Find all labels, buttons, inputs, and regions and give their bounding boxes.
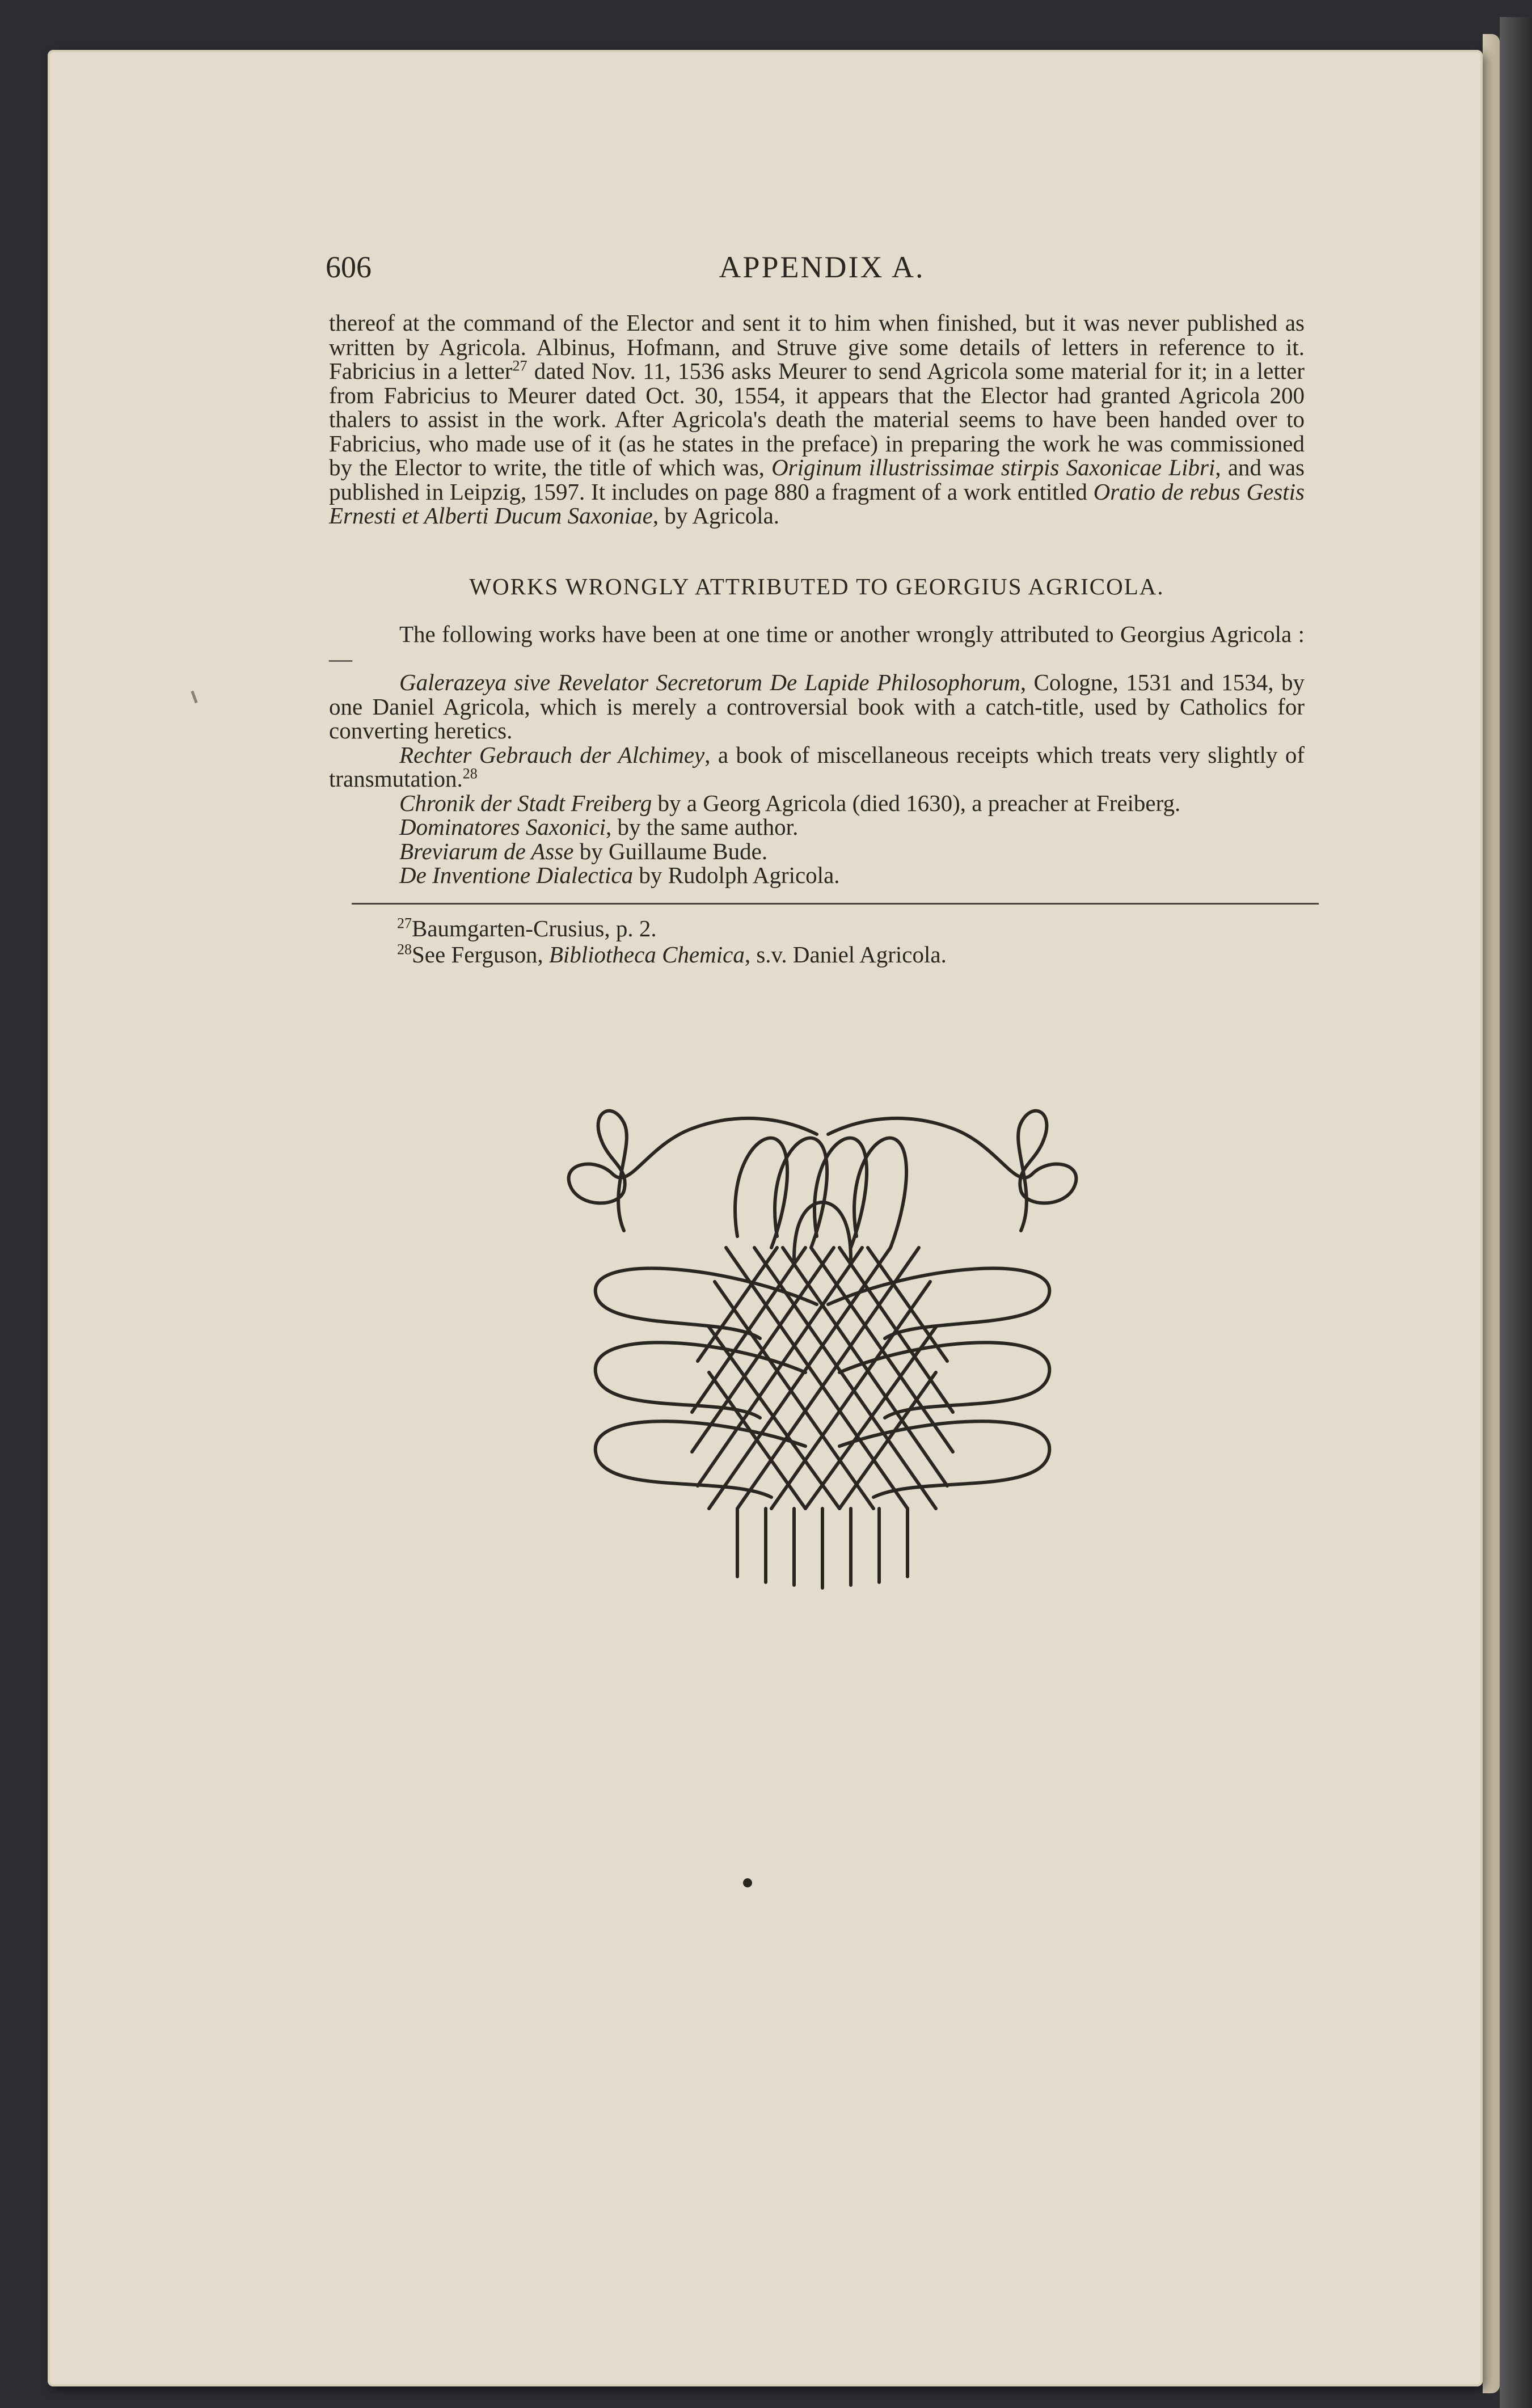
works-list: [329, 622, 1305, 888]
work-title: Breviarum de Asse: [399, 838, 574, 864]
paragraph-continued: thereof at the command of the Elector and sent it to him when finished, but it was never published as written by Agricola. Albinus, Hofmann, and Struve give some details of letters in reference to it. Fabricius in a letter$^{27}$ dated Nov. 11, 1536 asks Meurer to send Agricola some material for it; in a letter from Fabricius to Meurer dated Oct. 30, 1554, it appears that the Elector had granted Agricola 200 thalers to assist in the work. After Agricola's death the material seems to have been handed over to Fabricius, who made use of it (as he states in the preface) in preparing the work he was commissioned by the Elector to write, the title of which was, Originum illustrissimae stirpis Saxonicae Libri, and was published in Leipzig, 1597. It includes on page 880 a fragment of a work entitled Oratio de rebus Gestis Ernesti et Alberti Ducum Saxoniae, by Agricola.: [329, 310, 1305, 529]
book-title: Oratio de rebus Gestis Ernesti et Alberti Ducum Saxoniae: [329, 478, 1305, 529]
footnote-27: $^{27}$Baumgarten-Crusius, p. 2.: [397, 915, 657, 941]
work-title: Chronik der Stadt Freiberg: [399, 789, 652, 816]
list-item: De Inventione Dialectica by Rudolph Agricola.: [399, 862, 840, 888]
list-intro: The following works have been at one time or another wrongly attributed to Georgius Agricola :—: [329, 621, 1305, 671]
stray-dot: [743, 1878, 752, 1887]
book-title: Originum illustrissimae stirpis Saxonicae Libri: [771, 454, 1216, 480]
work-title: Rechter Gebrauch der Alchimey: [399, 741, 705, 768]
page-number: 606: [326, 250, 372, 284]
body-paragraph: [329, 311, 1305, 528]
work-title: Galerazeya sive Revelator Secretorum De Lapide Philosophorum: [399, 669, 1020, 695]
work-title: De Inventione Dialectica: [399, 862, 634, 888]
list-item: Galerazeya sive Revelator Secretorum De Lapide Philosophorum, Cologne, 1531 and 1534, by one Daniel Agricola, which is merely a controversial book with a catch-title, used by Catholics for converting heretics.: [329, 669, 1305, 743]
list-item: Dominatores Saxonici, by the same author.: [399, 814, 799, 840]
list-item: Rechter Gebrauch der Alchimey, a book of miscellaneous receipts which treats very slightly of transmutation.$^{28}$: [329, 741, 1305, 792]
section-heading: WORKS WRONGLY ATTRIBUTED TO GEORGIUS AGRICOLA.: [469, 573, 1164, 599]
footnote-28: $^{28}$See Ferguson, Bibliotheca Chemica, s.v. Daniel Agricola.: [397, 941, 947, 968]
running-head: APPENDIX A.: [719, 250, 925, 284]
footnote-ref-28: 28: [462, 765, 478, 782]
page-edge: [1483, 34, 1500, 2393]
list-item: Breviarum de Asse by Guillaume Bude.: [399, 838, 768, 864]
page-header: [326, 250, 1318, 295]
book-binding: [1500, 17, 1532, 2408]
footnote-ref-27: 27: [512, 357, 527, 374]
footnotes: [397, 915, 1248, 968]
list-item: Chronik der Stadt Freiberg by a Georg Agricola (died 1630), a preacher at Freiberg.: [399, 789, 1181, 816]
calligraphic-flourish-ornament: [556, 1078, 1089, 1622]
footnote-divider: [352, 903, 1319, 905]
work-title: Dominatores Saxonici: [399, 814, 606, 840]
